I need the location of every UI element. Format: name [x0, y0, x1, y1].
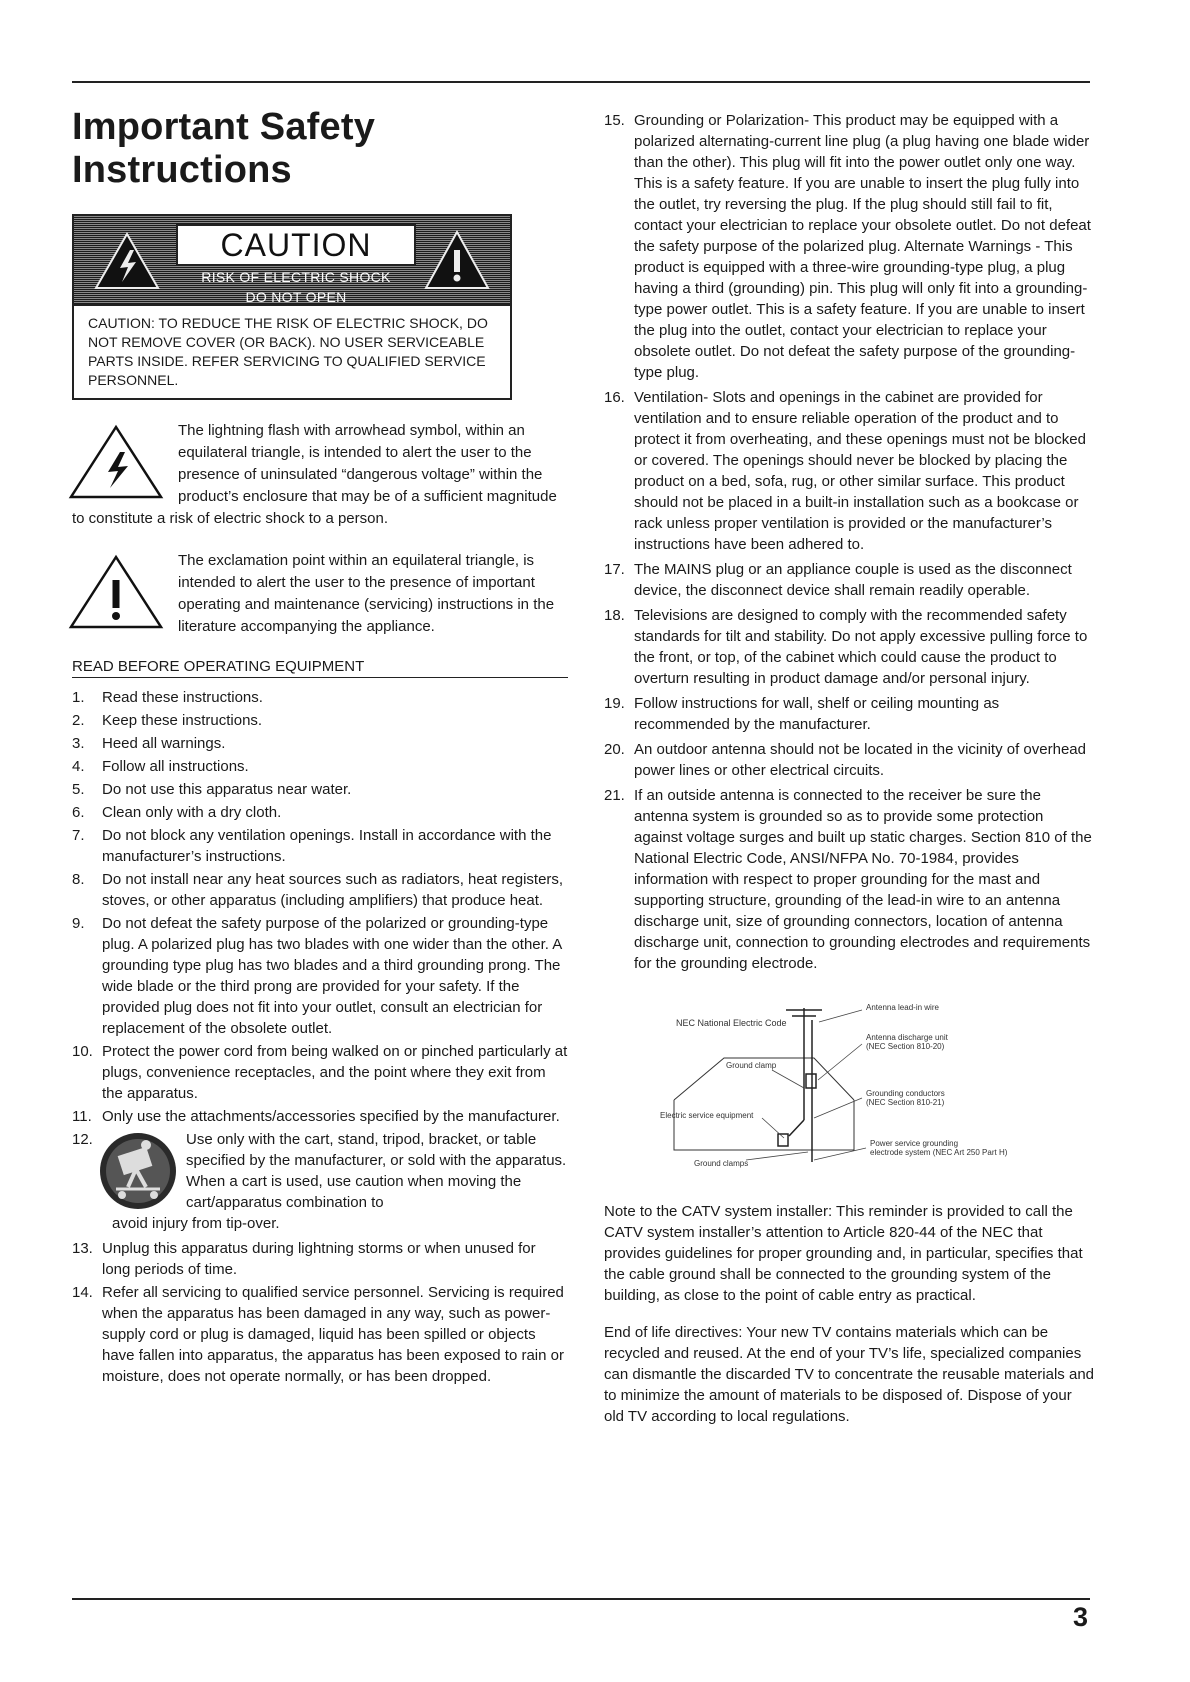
lightning-symbol-text: The lightning flash with arrowhead symbol, within an equilateral triangle, is intended to alert the user to the presence of uninsulated “dangerous voltage” within the product’s enclosure that may be of a sufficient magnitude to constitute a risk of electric shock to a person.: [72, 422, 557, 527]
caution-sub-line-2: DO NOT OPEN: [245, 289, 347, 305]
catv-note: Note to the CATV system installer: This reminder is provided to call the CATV system installer’s attention to Article 820-44 of the NEC that provides guidelines for proper grounding and, in particular, specifies that the cable ground shall be connected to the grounding system of the building, as close to the point of cable entry as practical.: [604, 1203, 1083, 1304]
page-number: 3: [1072, 1602, 1088, 1632]
list-item: 17. The MAINS plug or an appliance couple is used as the disconnect device, the disconnect device shall remain readily operable.: [604, 561, 1072, 599]
grounding-label-2: (NEC Section 810-21): [866, 1098, 945, 1107]
antenna-mast: [778, 1008, 822, 1162]
ground-clamp-label: Ground clamp: [726, 1061, 777, 1070]
item-12-tail: avoid injury from tip-over.: [112, 1215, 280, 1232]
nec-label: NEC National Electric Code: [676, 1018, 787, 1028]
instruction-list-left: [72, 687, 568, 1127]
house-outline: [674, 1058, 854, 1150]
antenna-grounding-diagram: [654, 1000, 1054, 1180]
item-12-text: Use only with the cart, stand, tripod, bracket, or table specified by the manufacturer, or sold with the apparatus. When a cart is used, use caution when moving the cart/apparatus combination to: [186, 1131, 567, 1211]
right-column: [604, 106, 1094, 1427]
discharge-label-2: (NEC Section 810-20): [866, 1042, 945, 1051]
cart-warning-icon: [98, 1129, 178, 1213]
electric-service-label: Electric service equipment: [660, 1111, 754, 1120]
list-item-cart: [72, 1129, 568, 1234]
power-label-2: electrode system (NEC Art 250 Part H): [870, 1148, 1008, 1157]
caution-sub-line-1: RISK OF ELECTRIC SHOCK: [201, 269, 391, 285]
page-title: Important Safety Instructions: [72, 106, 376, 191]
instruction-list-left-continued: [72, 1238, 568, 1387]
bottom-rule: [72, 1598, 1090, 1600]
instruction-list-right: [604, 110, 1094, 974]
lightning-triangle-icon: [68, 424, 164, 500]
exclamation-symbol-text: The exclamation point within an equilateral triangle, is intended to alert the user to the presence of important operating and maintenance (servicing) instructions in the literature accompanying the appliance.: [178, 552, 555, 635]
list-item: 4. Follow all instructions.: [72, 758, 249, 775]
list-item: 16. Ventilation- Slots and openings in the cabinet are provided for ventilation and to ensure reliable operation of the product and to protect it from overheating, and these openings must not be blocked or covered. The openings should never be blocked by placing the product on a bed, sofa, rug, or other similar surface. This product should not be placed in a built-in installation such as a bookcase or rack unless proper ventilation is provided or the manufacturer’s instructions have been adhered to.: [604, 389, 1086, 553]
left-column: [72, 106, 568, 1389]
list-item: 13. Unplug this apparatus during lightning storms or when unused for long periods of time.: [72, 1240, 536, 1278]
item-12-number: 12.: [72, 1131, 93, 1148]
list-item: 8. Do not install near any heat sources such as radiators, heat registers, stoves, or other apparatus (including amplifiers) that produce heat.: [72, 871, 564, 909]
list-item: 15. Grounding or Polarization- This product may be equipped with a polarized alternating-current line plug (a plug having one blade wider than the other). This plug will fit into the power outlet only one way. This is a safety feature. If you are unable to insert the plug fully into the outlet, try reversing the plug. If the plug should still fail to fit, contact your electrician to replace your obsolete outlet. Do not defeat the safety purpose of the polarized plug. Alternate Warnings - This product is equipped with a three-wire grounding-type plug, a plug having a third (grounding) pin. This plug will only fit into a grounding-type power outlet. This is a safety feature. If you are unable to insert the plug into the outlet, contact your electrician to replace your obsolete outlet. Do not defeat the safety purpose of the grounding-type plug.: [604, 112, 1091, 381]
exclamation-warning-icon: [424, 230, 490, 290]
list-item: 6. Clean only with a dry cloth.: [72, 804, 282, 821]
caution-box: [72, 214, 512, 400]
list-item: 10. Protect the power cord from being walked on or pinched particularly at plugs, convenience receptacles, and the point where they exit from the apparatus.: [72, 1043, 568, 1102]
caution-label-group: [176, 224, 416, 306]
exclamation-symbol-paragraph: [72, 550, 568, 638]
list-item: 21. If an outside antenna is connected to the receiver be sure the antenna system is grounded so as to provide some protection against voltage surges and built up static charges. Section 810 of the National Electric Code, ANSI/NFPA No. 70-1984, provides information with respect to proper grounding for the mast and supporting structure, grounding of the lead-in wire to an antenna discharge unit, size of grounding connectors, location of antenna discharge unit, connection to grounding electrodes and requirements for the grounding electrode.: [604, 787, 1092, 972]
lightning-symbol-paragraph: [72, 420, 568, 530]
caution-heading: CAUTION: [176, 224, 416, 266]
caution-body: CAUTION: TO REDUCE THE RISK OF ELECTRIC SHOCK, DO NOT REMOVE COVER (OR BACK). NO USER SERVICEABLE PARTS INSIDE. REFER SERVICING TO QUALIFIED SERVICE PERSONNEL.: [74, 304, 510, 398]
top-rule: [72, 81, 1090, 83]
discharge-label-1: Antenna discharge unit: [866, 1033, 948, 1042]
ground-clamps-label: Ground clamps: [694, 1159, 749, 1168]
list-item: 7. Do not block any ventilation openings. Install in accordance with the manufacturer’s instructions.: [72, 827, 552, 865]
grounding-label-1: Grounding conductors: [866, 1089, 945, 1098]
list-item: 5. Do not use this apparatus near water.: [72, 781, 352, 798]
list-item: 2. Keep these instructions.: [72, 712, 263, 729]
list-item: 14. Refer all servicing to qualified service personnel. Servicing is required when the apparatus has been damaged in any way, such as power-supply cord or plug is damaged, liquid has been spilled or objects have fallen into apparatus, the apparatus has been exposed to rain or moisture, does not operate normally, or has been dropped.: [72, 1284, 564, 1385]
list-item: 9. Do not defeat the safety purpose of the polarized or grounding-type plug. A polarized plug has two blades with one wider than the other. A grounding type plug has two blades and a third grounding prong. The wide blade or the third prong are provided for your safety. If the provided plug does not fit into your outlet, consult an electrician for replacement of the obsolete outlet.: [72, 915, 562, 1037]
list-item: 11. Only use the attachments/accessories specified by the manufacturer.: [72, 1108, 560, 1125]
list-item: 20. An outdoor antenna should not be located in the vicinity of overhead power lines or other electrical circuits.: [604, 741, 1086, 779]
caution-banner: [74, 216, 510, 304]
end-of-life-note: End of life directives: Your new TV contains materials which can be recycled and reused. At the end of your TV’s life, specialized companies can dismantle the discarded TV to concentrate the reusable materials and to minimize the amount of materials to be disposed of. Dispose of your old TV according to local regulations.: [604, 1324, 1095, 1425]
lightning-warning-icon: [94, 232, 160, 290]
list-item: 18. Televisions are designed to comply with the recommended safety standards for tilt and stability. Do not apply excessive pulling force to the front, or top, of the cabinet which could cause the product to overturn resulting in product damage and/or personal injury.: [604, 607, 1088, 687]
power-label-1: Power service grounding: [870, 1139, 959, 1148]
exclamation-triangle-icon: [68, 554, 164, 630]
list-item: 3. Heed all warnings.: [72, 735, 226, 752]
read-before-heading: READ BEFORE OPERATING EQUIPMENT: [72, 658, 568, 678]
list-item: 1. Read these instructions.: [72, 689, 263, 706]
list-item: 19. Follow instructions for wall, shelf or ceiling mounting as recommended by the manufacturer.: [604, 695, 1000, 733]
lead-in-label: Antenna lead-in wire: [866, 1003, 939, 1012]
